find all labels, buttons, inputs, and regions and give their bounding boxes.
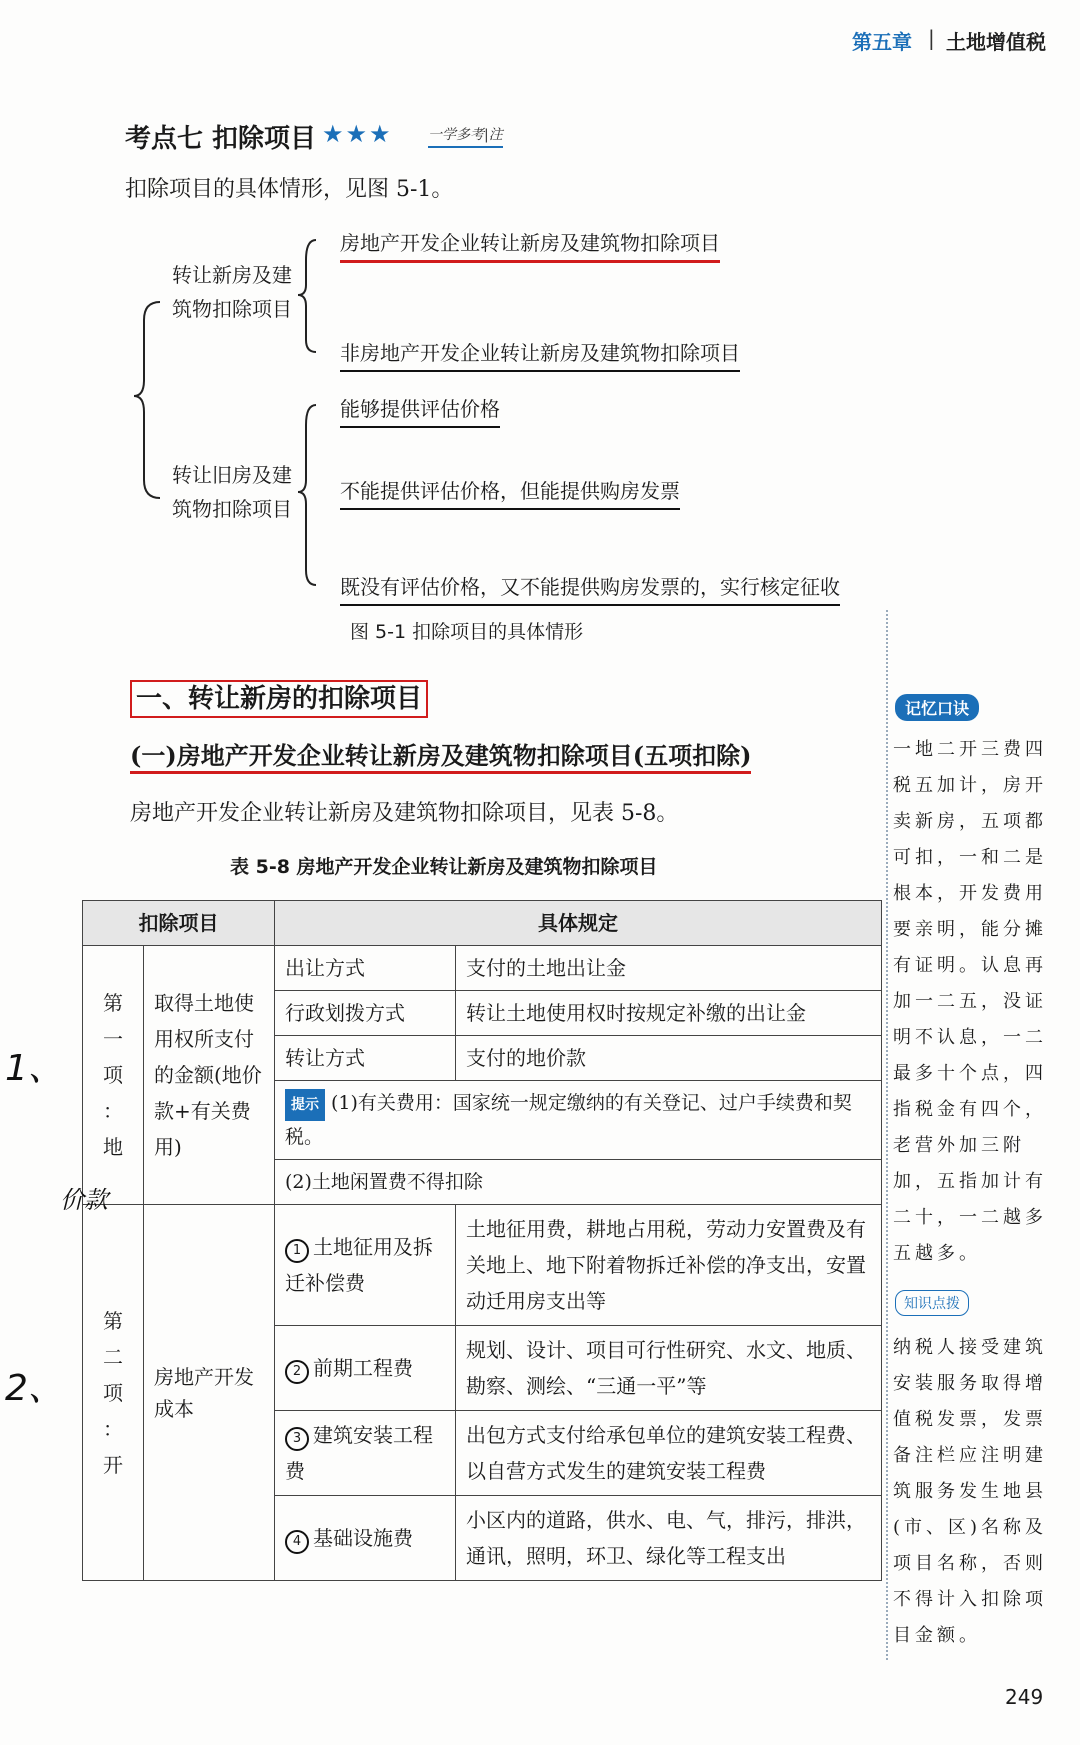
tree-item-appraisal: 能够提供评估价格	[340, 392, 500, 428]
item2-vertical-label: 第 二 项 ： 开	[83, 1205, 144, 1581]
tree-item-dev-new: 房地产开发企业转让新房及建筑物扣除项目	[340, 226, 720, 263]
exam-note: 一学多考|注	[428, 124, 503, 148]
item2-rule-3: 出包方式支付给承包单位的建筑安装工程费、以自营方式发生的建筑安装工程费	[456, 1411, 882, 1496]
item2-fee-1: 1 土地征用及拆迁补偿费	[275, 1205, 456, 1326]
section-text: 房地产开发企业转让新房及建筑物扣除项目，见表 5-8。	[130, 801, 679, 826]
item2-name: 房地产开发成本	[144, 1205, 275, 1581]
table-row	[83, 946, 882, 991]
item2-fee-2: 2 前期工程费	[275, 1326, 456, 1411]
knowledge-tip: 纳税人接受建筑 安装服务取得增 值税发票，发票 备注栏应注明建 筑服务发生地县 (市、区)名称及 项目名称，否则 不得计入扣除项 目金额。	[893, 1337, 1048, 1646]
figure-caption: 图 5-1 扣除项目的具体情形	[350, 621, 584, 643]
item2-fee-3: 3 建筑安装工程费	[275, 1411, 456, 1496]
tree-node-new: 转让新房及建 筑物扣除项目	[172, 263, 292, 321]
item2-rule-4: 小区内的道路，供水、电、气，排污，排洪，通讯，照明，环卫、绿化等工程支出	[456, 1496, 882, 1581]
section-heading-1-1: (一)房地产开发企业转让新房及建筑物扣除项目(五项扣除)	[130, 736, 751, 774]
tree-item-invoice: 不能提供评估价格，但能提供购房发票	[340, 474, 680, 510]
memory-badge: 记忆口诀	[895, 694, 979, 721]
tree-item-assessed: 既没有评估价格，又不能提供购房发票的，实行核定征收	[340, 570, 840, 606]
page-number: 249	[1005, 1685, 1044, 1709]
handwritten-mark-2: 2、	[5, 1368, 64, 1409]
table-caption: 表 5-8 房地产开发企业转让新房及建筑物扣除项目	[230, 856, 658, 878]
item1-vertical-label: 第 一 项 ： 地	[83, 946, 144, 1205]
item1-rule-3: 支付的地价款	[456, 1036, 882, 1081]
tree-node-old: 转让旧房及建 筑物扣除项目	[172, 463, 292, 521]
section-heading-1: 一、转让新房的扣除项目	[130, 678, 428, 715]
item1-tip: 提示 (1)有关费用：国家统一规定缴纳的有关登记、过户手续费和契税。	[275, 1081, 882, 1160]
handwritten-mark-1: 1、	[5, 1048, 64, 1089]
table-header-row	[83, 901, 882, 946]
chapter-label: 第五章	[852, 30, 912, 54]
header-provisions: 具体规定	[275, 901, 882, 946]
item1-name: 取得土地使用权所支付的金额(地价款+有关费用)	[144, 946, 275, 1205]
header-separator: |	[928, 26, 935, 50]
sidebar-divider	[886, 610, 888, 1660]
item2-rule-1: 土地征用费，耕地占用税，劳动力安置费及有关地上、地下附着物拆迁补偿的净支出，安置动迁用房支出等	[456, 1205, 882, 1326]
memory-mnemonic: 一地二开三费四 税五加计，房开 卖新房，五项都 可扣，一和二是 根本，开发费用 要亲明，能分摊 有证明。认息再 加一二五，没证 明不认息，一二 最多十个点，四 指税金有四个， 老营外加三附 加，五指加计有 二十，一二越多 五越多。	[893, 739, 1047, 1264]
tip-badge: 提示	[285, 1089, 325, 1121]
intro-text: 扣除项目的具体情形，见图 5-1。	[125, 177, 454, 202]
deduction-table	[82, 900, 882, 1581]
item1-method-2: 行政划拨方式	[275, 991, 456, 1036]
subject-title: 土地增值税	[946, 30, 1046, 54]
importance-stars: ★★★	[322, 120, 393, 148]
item1-tip-2: (2)土地闲置费不得扣除	[275, 1160, 882, 1205]
item1-method-3: 转让方式	[275, 1036, 456, 1081]
header-deduction-item: 扣除项目	[83, 901, 275, 946]
item2-rule-2: 规划、设计、项目可行性研究、水文、地质、勘察、测绘、“三通一平”等	[456, 1326, 882, 1411]
item1-method-1: 出让方式	[275, 946, 456, 991]
item1-rule-1: 支付的土地出让金	[456, 946, 882, 991]
tree-item-nondev-new: 非房地产开发企业转让新房及建筑物扣除项目	[340, 336, 740, 372]
table-row	[83, 1205, 882, 1326]
item1-rule-2: 转让土地使用权时按规定补缴的出让金	[456, 991, 882, 1036]
handwritten-note: 价款	[60, 1186, 108, 1214]
knowledge-badge: 知识点拨	[895, 1290, 969, 1316]
item2-fee-4: 4 基础设施费	[275, 1496, 456, 1581]
key-point-title: 考点七 扣除项目	[125, 124, 317, 154]
